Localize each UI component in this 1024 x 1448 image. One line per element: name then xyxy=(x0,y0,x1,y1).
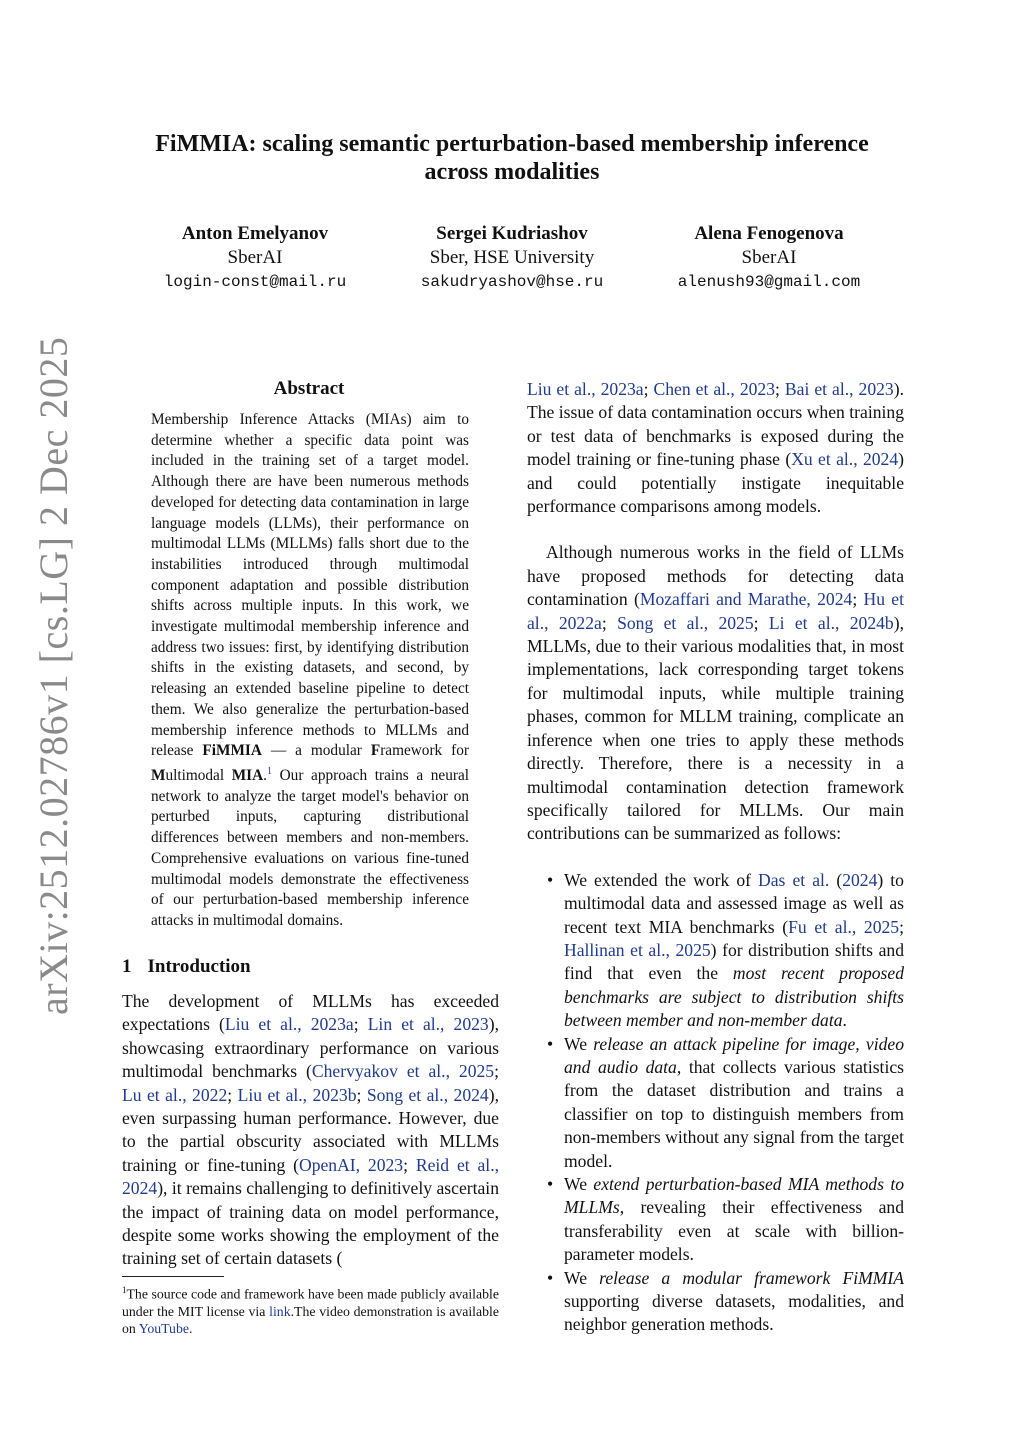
body-text: ; xyxy=(852,589,864,610)
paragraph-gap xyxy=(527,846,904,869)
body-text: , revealing their effectiveness and transferability even at scale with billion-parameter models. xyxy=(564,1197,904,1265)
section-title: Introduction xyxy=(147,956,251,977)
footnote-text: .The video demonstration is available on xyxy=(122,1303,499,1336)
abstract-text: — a modular xyxy=(261,742,371,760)
body-text: Although numerous works in the field of LLMs have proposed methods for detecting data contamination ( xyxy=(527,542,904,610)
citation-link[interactable]: 2024 xyxy=(842,869,878,890)
footnote-link-code[interactable]: link xyxy=(269,1303,291,1319)
paragraph-gap xyxy=(527,518,904,541)
citation-link[interactable]: Chen et al., 2023 xyxy=(653,379,776,399)
citation-link[interactable]: Das et al. xyxy=(758,869,830,890)
citation-link[interactable]: OpenAI, 2023 xyxy=(298,1154,404,1175)
fimmia-name: FiMMIA xyxy=(202,742,262,760)
body-text: ; xyxy=(753,612,769,633)
title-line-2: across modalities xyxy=(424,159,600,185)
citation-link[interactable]: Hallinan et al., 2025 xyxy=(564,939,711,960)
footnote-rule xyxy=(122,1276,224,1277)
footnote-text: . xyxy=(188,1320,193,1336)
body-text: ) for distribution shifts and find that even the xyxy=(564,939,904,984)
emphasis-text: most recent proposed benchmarks are subject to distribution shifts between member and non-member data xyxy=(564,963,904,1031)
body-text: ) and could potentially instigate inequitable performance comparisons among models. xyxy=(527,449,904,517)
body-text: We xyxy=(564,1033,594,1054)
citation-link[interactable]: Liu et al., 2023b xyxy=(237,1084,357,1105)
body-text: supporting diverse datasets, modalities, and neighbor generation methods. xyxy=(564,1291,904,1335)
contribution-item xyxy=(527,1267,904,1337)
body-text: We xyxy=(564,1174,594,1194)
contribution-item xyxy=(527,869,904,1033)
footnote-marker[interactable]: 1 xyxy=(267,765,272,777)
acronym-letter: F xyxy=(370,742,381,760)
bullet-icon: • xyxy=(547,1267,554,1288)
author-affiliation: SberAI xyxy=(741,247,797,268)
body-text: ; xyxy=(494,1061,499,1082)
body-text: We extended the work of xyxy=(564,869,759,890)
citation-link[interactable]: Song et al., 2024 xyxy=(366,1084,489,1105)
right-column xyxy=(527,378,904,1337)
citation-link[interactable]: Chervyakov et al., 2025 xyxy=(311,1061,495,1082)
author-affiliation: Sber, HSE University xyxy=(429,247,595,268)
author-block xyxy=(397,222,627,294)
contribution-item xyxy=(527,1173,904,1267)
contribution-text xyxy=(564,1268,904,1335)
body-text: ), showcasing extraordinary performance on various multimodal benchmarks ( xyxy=(122,1014,499,1082)
body-text: ( xyxy=(829,869,843,890)
section-heading-introduction xyxy=(122,956,251,978)
citation-link[interactable]: Lu et al., 2022 xyxy=(122,1084,228,1105)
footnote xyxy=(122,1282,499,1337)
author-affiliation: SberAI xyxy=(227,247,283,268)
abstract-text: Membership Inference Attacks (MIAs) aim to determine whether a specific data point was included in the training set of a target model. Although there are have been numerous methods developed for detecting data contamination in large language models (LLMs), their performance on multimodal LLMs (MLLMs) falls short due to the instabilities introduced through multimodal component adaptation and possible distribution shifts across multiple inputs. In this work, we investigate multimodal membership inference and address two issues: first, by identifying distribution shifts in the existing datasets, and second, by releasing an extended baseline pipeline to detect them. We also generalize the perturbation-based membership inference methods to MLLMs and release xyxy=(151,411,469,760)
body-text: The development of MLLMs has exceeded expectations ( xyxy=(122,991,499,1035)
body-text: ; xyxy=(775,379,785,399)
bullet-icon: • xyxy=(547,1033,554,1054)
arxiv-identifier: arXiv:2512.02786v1 [cs.LG] 2 Dec 2025 xyxy=(31,336,76,1015)
contribution-text xyxy=(564,870,904,1030)
body-text: ; xyxy=(353,1014,368,1035)
author-name: Anton Emelyanov xyxy=(181,223,329,244)
introduction-body xyxy=(122,990,499,1271)
body-text: ; xyxy=(227,1084,238,1105)
citation-link[interactable]: Lin et al., 2023 xyxy=(367,1014,489,1035)
emphasis-text: release an attack pipeline for image, video and audio data xyxy=(564,1033,905,1077)
author-email[interactable]: login-const@mail.ru xyxy=(163,273,347,291)
body-text: ; xyxy=(643,379,654,399)
acronym-letter: MIA xyxy=(231,767,264,785)
footnote-link-youtube[interactable]: YouTube xyxy=(138,1320,189,1336)
contributions-list xyxy=(527,869,904,1337)
body-text: ; xyxy=(403,1154,416,1175)
citation-link[interactable]: Liu et al., 2023a xyxy=(224,1014,354,1035)
contribution-text xyxy=(564,1034,904,1171)
body-text: We xyxy=(564,1267,600,1288)
author-name: Sergei Kudriashov xyxy=(436,223,588,244)
citation-link[interactable]: Hu et al., 2022a xyxy=(527,589,904,633)
body-text: ), even surpassing human performance. However, due to the partial obscurity associated with MLLMs training or fine-tuning ( xyxy=(122,1084,499,1175)
citation-link[interactable]: Li et al., 2024b xyxy=(768,612,894,633)
author-email[interactable]: sakudryashov@hse.ru xyxy=(420,273,604,291)
author-name: Alena Fenogenova xyxy=(694,223,844,244)
body-text: . xyxy=(842,1010,847,1031)
citation-link[interactable]: Xu et al., 2024 xyxy=(791,449,899,470)
intro-paragraph xyxy=(122,990,499,1271)
footnote-number: 1 xyxy=(122,1285,127,1295)
contribution-text xyxy=(564,1174,904,1264)
title-line-1: FiMMIA: scaling semantic perturbation-based membership inference xyxy=(155,131,869,157)
acronym-letter: M xyxy=(151,767,166,785)
citation-link[interactable]: Liu et al., 2023a xyxy=(527,379,644,399)
body-text: , that collects various statistics from the dataset distribution and trains a classifier on top to distinguish members from non-members without any signal from the target model. xyxy=(564,1056,904,1171)
abstract-heading: Abstract xyxy=(273,378,345,399)
citation-link[interactable]: Mozaffari and Marathe, 2024 xyxy=(639,589,853,610)
author-block xyxy=(654,222,884,294)
citation-link[interactable]: Song et al., 2025 xyxy=(617,612,754,633)
emphasis-text: extend perturbation-based MIA methods to MLLMs xyxy=(564,1174,905,1218)
citation-link[interactable]: Fu et al., 2025 xyxy=(788,916,900,937)
abstract-text: . xyxy=(263,767,267,785)
right-paragraph-1 xyxy=(527,378,904,518)
body-text: ; xyxy=(601,612,618,633)
author-block xyxy=(140,222,370,294)
bullet-icon: • xyxy=(547,869,554,890)
bullet-icon: • xyxy=(547,1174,554,1194)
citation-link[interactable]: Reid et al., 2024 xyxy=(122,1154,499,1199)
body-text: ; xyxy=(356,1084,367,1105)
body-text: ; xyxy=(899,916,904,937)
section-number: 1 xyxy=(122,956,132,977)
author-email[interactable]: alenush93@gmail.com xyxy=(677,273,861,291)
abstract-body xyxy=(151,410,469,932)
body-text: ), it remains challenging to definitively ascertain the impact of training data on model performance, despite some works showing the employment of the training set of certain datasets ( xyxy=(122,1178,499,1269)
right-paragraph-2 xyxy=(527,541,904,845)
abstract-text: Our approach trains a neural network to analyze the target model's behavior on perturbed inputs, capturing distributional differences between members and non-members. Comprehensive evaluations on various fine-tuned multimodal models demonstrate the effectiveness of our perturbation-based membership inference attacks in multimodal domains. xyxy=(151,767,469,929)
abstract-text: ramework for xyxy=(380,742,469,760)
footnote-text: The source code and framework have been made publicly available under the MIT license via xyxy=(122,1286,499,1319)
abstract-paragraph xyxy=(151,410,469,932)
paper-title xyxy=(110,130,914,186)
body-text: ). The issue of data contamination occurs when training or test data of benchmarks is exposed during the model training or fine-tuning phase ( xyxy=(527,379,904,470)
citation-link[interactable]: Bai et al., 2023 xyxy=(784,379,894,399)
abstract-text: ultimodal xyxy=(165,767,232,785)
emphasis-text: release a modular framework FiMMIA xyxy=(599,1267,904,1288)
body-text: ) to multimodal data and assessed image as well as recent text MIA benchmarks ( xyxy=(564,869,904,937)
contribution-item xyxy=(527,1033,904,1173)
body-text: ), MLLMs, due to their various modalities that, in most implementations, lack corresponding target tokens for multimodal inputs, while multiple training phases, common for MLLM training, complicate an inference when one tries to apply these methods directly. Therefore, there is a necessity in a multimodal contamination detection framework specifically tailored for MLLMs. Our main contributions can be summarized as follows: xyxy=(527,612,904,844)
